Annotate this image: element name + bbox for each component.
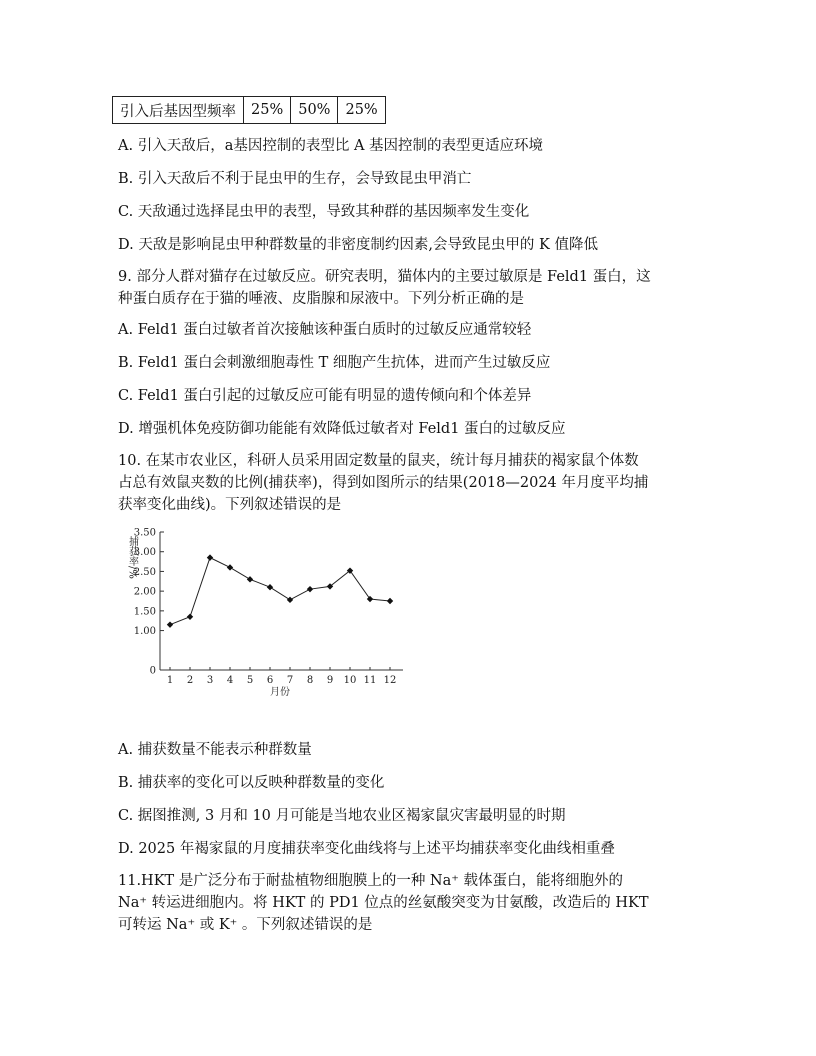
q8-option-b: B. 引入天敌后不利于昆虫甲的生存，会导致昆虫甲消亡 xyxy=(118,171,472,187)
q9-option-d: D. 增强机体免疫防御功能能有效降低过敏者对 Feld1 蛋白的过敏反应 xyxy=(118,421,566,437)
q9-option-c: C. Feld1 蛋白引起的过敏反应可能有明显的遗传倾向和个体差异 xyxy=(118,388,532,404)
q10-option-a: A. 捕获数量不能表示种群数量 xyxy=(118,742,312,758)
table-cell: 25% xyxy=(338,97,385,124)
q10-option-c: C. 据图推测, 3 月和 10 月可能是当地农业区褐家鼠灾害最明显的时期 xyxy=(118,808,566,824)
q8-option-c: C. 天敌通过选择昆虫甲的表型，导致其种群的基因频率发生变化 xyxy=(118,204,530,220)
data-point-marker xyxy=(207,554,213,560)
table-row-label: 引入后基因型频率 xyxy=(113,97,244,124)
x-tick-label: 3 xyxy=(206,675,214,686)
y-tick-label: 2.00 xyxy=(133,586,156,598)
x-tick-label: 8 xyxy=(306,675,314,686)
x-tick-label: 11 xyxy=(363,675,377,686)
q10-stem-line3: 获率变化曲线)。下列叙述错误的是 xyxy=(118,497,342,513)
q11-stem-line2: Na⁺ 转运进细胞内。将 HKT 的 PD1 位点的丝氨酸突变为甘氨酸，改造后的 HKT xyxy=(118,895,649,911)
y-tick-label: 0 xyxy=(149,665,156,677)
q9-stem-line1: 9. 部分人群对猫存在过敏反应。研究表明，猫体内的主要过敏原是 Feld1 蛋白，这 xyxy=(118,269,651,285)
data-point-marker xyxy=(307,586,313,592)
y-tick-label: 1.00 xyxy=(133,626,156,638)
q9-option-b: B. Feld1 蛋白会刺激细胞毒性 T 细胞产生抗体，进而产生过敏反应 xyxy=(118,355,551,371)
x-tick-label: 2 xyxy=(186,675,194,686)
q10-stem-line2: 占总有效鼠夹数的比例(捕获率)，得到如图所示的结果(2018—2024 年月度平均捕 xyxy=(118,475,649,491)
data-point-marker xyxy=(367,596,373,602)
x-tick-label: 6 xyxy=(266,675,274,686)
data-point-marker xyxy=(227,564,233,570)
genotype-frequency-table xyxy=(112,96,386,124)
q8-option-d: D. 天敌是影响昆虫甲种群数量的非密度制约因素,会导致昆虫甲的 K 值降低 xyxy=(118,237,598,253)
data-point-marker xyxy=(247,576,253,582)
x-tick-label: 4 xyxy=(226,675,234,686)
data-point-marker xyxy=(387,598,393,604)
q8-option-a: A. 引入天敌后，a基因控制的表型比 A 基因控制的表型更适应环境 xyxy=(118,138,544,154)
x-tick-label: 12 xyxy=(383,675,397,686)
q10-option-b: B. 捕获率的变化可以反映种群数量的变化 xyxy=(118,775,385,791)
y-axis-label: 捕获率/% xyxy=(126,536,138,579)
data-point-marker xyxy=(187,614,193,620)
y-tick-label: 1.50 xyxy=(133,606,156,618)
q9-stem-line2: 种蛋白质存在于猫的唾液、皮脂腺和尿液中。下列分析正确的是 xyxy=(118,291,524,307)
y-tick-label: 3.50 xyxy=(133,527,156,539)
x-tick-label: 7 xyxy=(286,675,294,686)
x-tick-label: 1 xyxy=(166,675,174,686)
q9-option-a: A. Feld1 蛋白过敏者首次接触该种蛋白质时的过敏反应通常较轻 xyxy=(118,322,532,338)
q10-option-d: D. 2025 年褐家鼠的月度捕获率变化曲线将与上述平均捕获率变化曲线相重叠 xyxy=(118,841,615,857)
q11-stem-line3: 可转运 Na⁺ 或 K⁺ 。下列叙述错误的是 xyxy=(118,917,373,933)
x-tick-label: 10 xyxy=(343,675,357,686)
table-cell: 50% xyxy=(291,97,338,124)
q11-stem-line1: 11.HKT 是广泛分布于耐盐植物细胞膜上的一种 Na⁺ 载体蛋白，能将细胞外的 xyxy=(118,873,624,889)
data-point-marker xyxy=(267,584,273,590)
y-tick-label: 3.00 xyxy=(133,547,156,559)
capture-rate-line-chart xyxy=(118,518,418,698)
table-row xyxy=(113,97,386,124)
x-tick-label: 5 xyxy=(246,675,254,686)
data-point-marker xyxy=(167,621,173,627)
y-tick-label: 2.50 xyxy=(133,566,156,578)
table-cell: 25% xyxy=(244,97,291,124)
q10-stem-line1: 10. 在某市农业区，科研人员采用固定数量的鼠夹，统计每月捕获的褐家鼠个体数 xyxy=(118,453,639,469)
x-tick-label: 9 xyxy=(326,675,334,686)
data-point-marker xyxy=(287,597,293,603)
series-line xyxy=(170,558,390,625)
x-axis-label: 月份 xyxy=(270,687,290,698)
